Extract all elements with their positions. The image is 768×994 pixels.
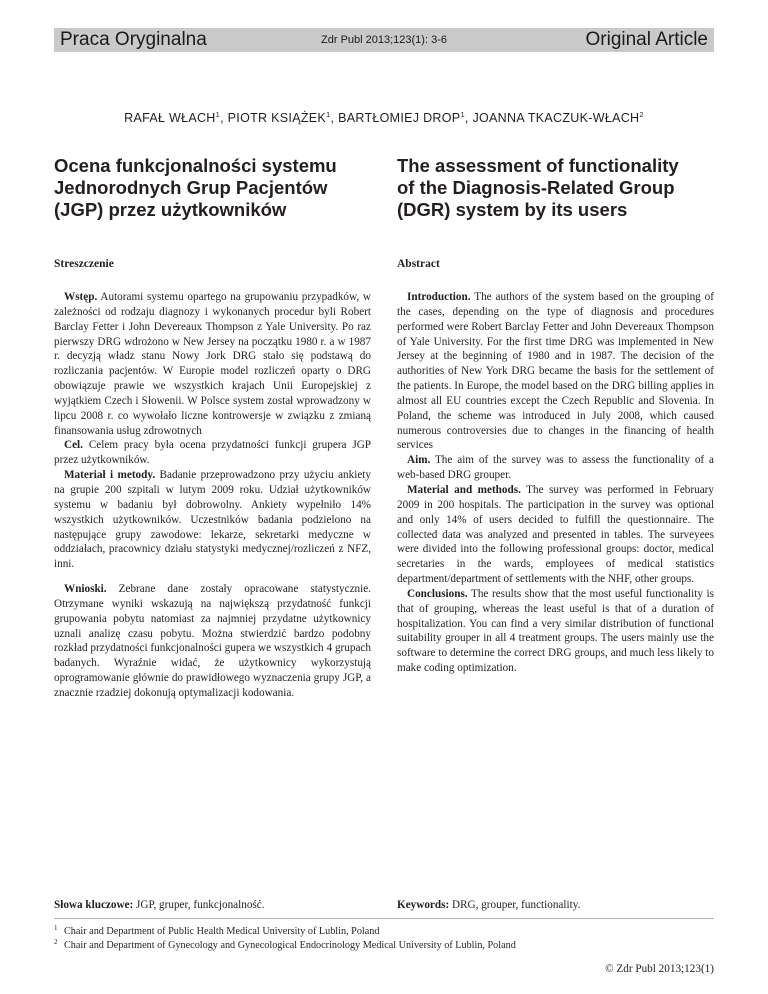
- header-citation: Zdr Publ 2013;123(1): 3-6: [321, 34, 447, 46]
- polish-abstract-heading: Streszczenie: [54, 258, 114, 270]
- polish-conclusions-paragraph: Wnioski. Zebrane dane zostały opracowane statystycznie. Otrzymane wyniki wskazują na największą przydatność funkcji grupowania pobytu natomiast za najmniej przydatne użytkownicy uznali analizę czasu pobytu. Można stwierdzić bardzo podobny rozkład przydatności funkcjonalności gupera we wszystkich 4 grupach badanych. Wyraźnie widać, że użytkownicy wykorzystują oprogramowanie głównie do prawidłowego wyznaczenia grupy JGP, a znacznie rzadziej dokonują optymalizacji kodowania.: [54, 583, 371, 699]
- polish-intro-paragraph: Wstęp. Autorami systemu opartego na grupowaniu przypadków, w zależności od rodzaju diagnozy i wykonanych procedur byli Robert Barclay Fetter i John Devereaux Thompson z Yale University. Po raz pierwszy DRG wdrożono w New Jersey na początku 1980 r. a w 1987 r. decyzją władz stanu Nowy Jork DRG stało się podstawą do rozliczania pacjentów. W Europie model rozliczeń oparty o DRG obowiązuje prawie we wszystkich krajach Unii Europejskiej z wyjątkiem Czech i Słowenii. W Polsce system został wprowadzony w lipcu 2008 r. co wywołało liczne kontrowersje w związku z zmianą finansowania usług zdrowotnych: [54, 291, 371, 437]
- author: PIOTR KSIĄŻEK$^1$,: [227, 110, 339, 125]
- english-abstract-heading: Abstract: [397, 258, 440, 270]
- footnote-divider: [54, 918, 714, 919]
- english-keywords: Keywords: DRG, grouper, functionality.: [397, 899, 581, 911]
- polish-abstract: [54, 290, 371, 701]
- polish-methods-paragraph: Materiał i metody. Badanie przeprowadzono przy użyciu ankiety na grupie 200 szpitali w lutym 2009 roku. Udział użytkowników systemu w badaniu był dobrowolny. Ankiety wypełniło 14% wszystkich użytkowników. Uczestników badania podzielono na następujące grupy zawodowe: lekarze, sekretarki medyczne w oddziałach, pracownicy działu statystyki medycznej/rozliczeń z NFZ, inni.: [54, 469, 371, 571]
- running-header: [54, 28, 714, 52]
- polish-keywords: Słowa kluczowe: JGP, gruper, funkcjonalność.: [54, 899, 265, 911]
- polish-aim-paragraph: Cel. Celem pracy była ocena przydatności funkcji grupera JGP przez użytkowników.: [54, 439, 371, 467]
- english-methods-paragraph: Material and methods. The survey was performed in February 2009 in 200 hospitals. The participation in the survey was optional and only 14% of users decided to fulfill the questionnaire. The collected data was analyzed and presented in tables. The surveyees were divided into the following professional groups: doctor, medical secretaries in the wards, employees of medical statistics department/department of settlements with the NHF, other groups.: [397, 483, 715, 586]
- english-intro-paragraph: Introduction. The authors of the system based on the grouping of the cases, depending on the type of diagnosis and procedures performed were Robert Barclay Fetter and John Devereaux Thompson of Yale University. For the first time DRG was implemented in New Jersey at the beginning of 1980 and in 1987. The decision of the authorities of New York DRG became the basis for the settlement of the patients. In Europe, the model based on the DRG billing applies in almost all EU countries except the Czech Republic and Slovenia. In Poland, the scheme was introduced in July 2008, which caused numerous controversies due to changes in the financing of health services: [397, 291, 714, 452]
- author-list: [54, 110, 714, 125]
- author: JOANNA TKACZUK-WŁACH$^2$: [472, 110, 644, 125]
- polish-title: Ocena funkcjonalności systemu Jednorodnych Grup Pacjentów (JGP) przez użytkowników: [54, 155, 337, 220]
- author: BARTŁOMIEJ DROP$^1$,: [338, 110, 473, 125]
- footnote-affiliation-2: $^2$ Chair and Department of Gynecology and Gynecological Endocrinology Medical University of Lublin, Poland: [54, 938, 516, 951]
- english-aim-paragraph: Aim. The aim of the survey was to assess the functionality of a web-based DRG grouper.: [397, 454, 714, 482]
- english-title: The assessment of functionality of the Diagnosis-Related Group (DGR) system by its users: [397, 155, 679, 220]
- header-article-type: Original Article: [585, 29, 708, 50]
- author: RAFAŁ WŁACH$^1$,: [124, 110, 228, 125]
- copyright-notice: © Zdr Publ 2013;123(1): [605, 963, 714, 975]
- english-abstract: [397, 290, 714, 676]
- footnote-affiliation-1: $^1$ Chair and Department of Public Health Medical University of Lublin, Poland: [54, 924, 380, 937]
- english-conclusions-paragraph: Conclusions. The results show that the most useful functionality is that of grouping, whereas the least useful is that of a duration of hospitalization. You can find a very similar distribution of functional suitability grouper in all 4 treatment groups. The users mainly use the software to determine the correct DRG groups, and much less likely to make coding optimization.: [397, 587, 714, 675]
- header-section-label: Praca Oryginalna: [60, 29, 207, 50]
